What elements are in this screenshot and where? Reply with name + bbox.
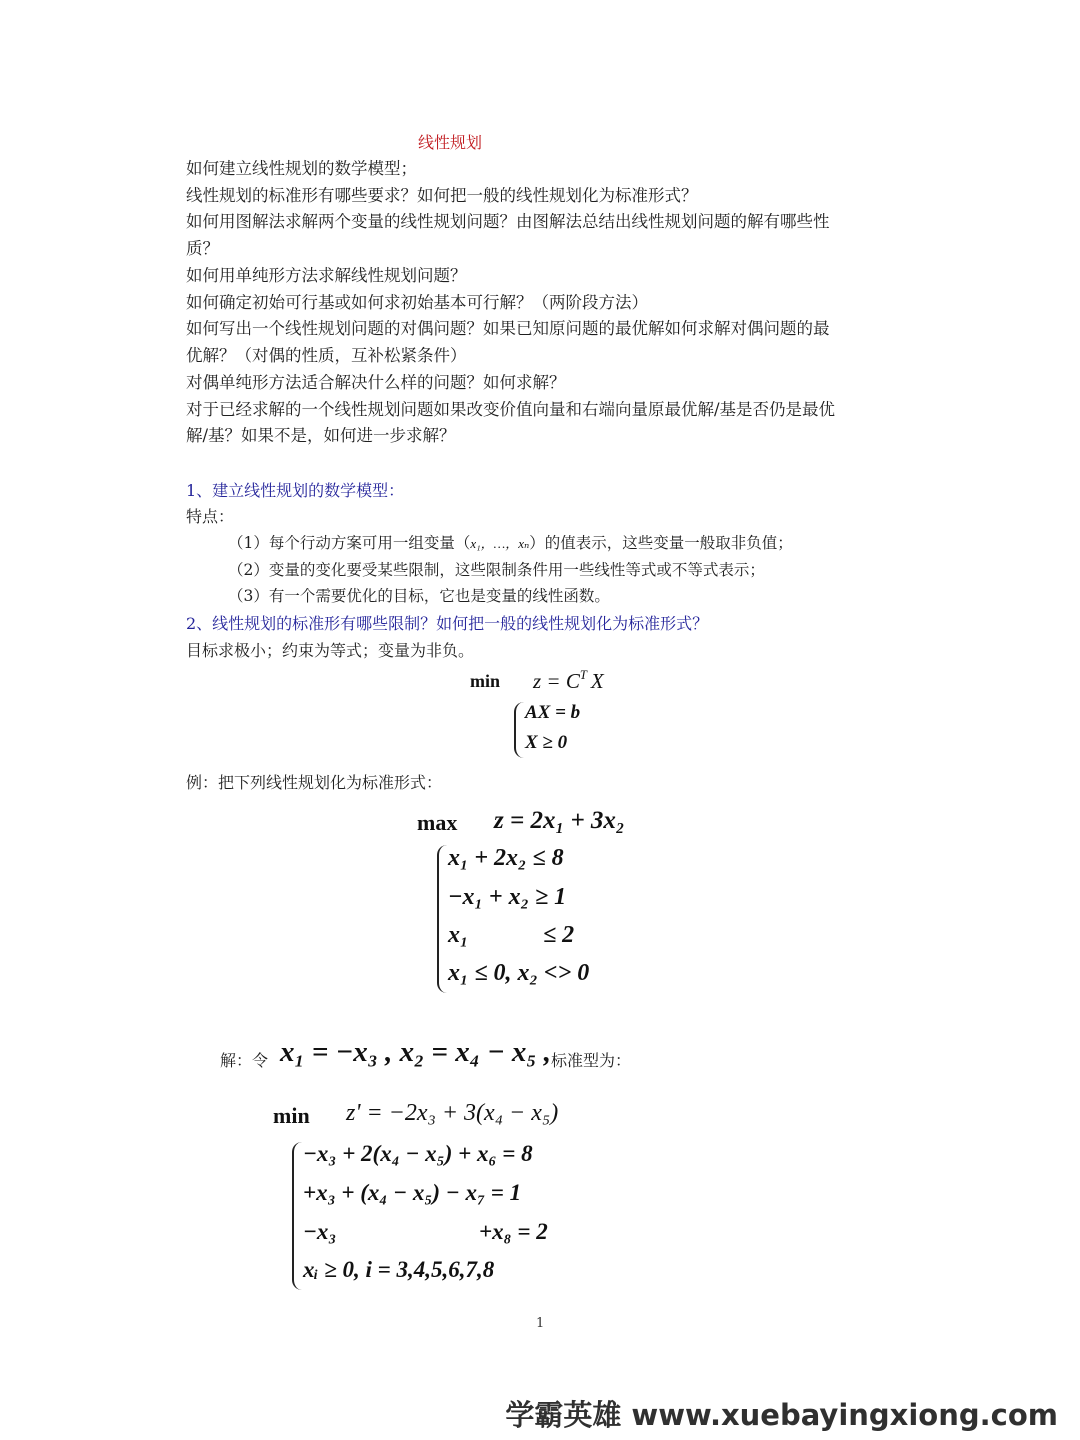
section-heading-2: 2、线性规划的标准形有哪些限制？如何把一般的线性规划化为标准形式？ [186,614,709,633]
example-constraint: x₁ [448,922,469,948]
variable-range: x₁，…，xₙ [470,536,530,551]
example-constraint: −x₁ + x₂ ≥ 1 [448,884,567,910]
standard-constraint: +x₃ + (x₄ − x₅) − x₇ = 1 [303,1180,522,1205]
question-line: 如何用单纯形方法求解线性规划问题？ [186,266,467,285]
std-constraint: X ≥ 0 [525,732,568,753]
section-heading-1: 1、建立线性规划的数学模型： [186,481,405,500]
question-line: 如何写出一个线性规划问题的对偶问题？如果已知原问题的最优解如何求解对偶问题的最 [186,319,830,338]
question-line: 质？ [186,239,219,258]
site-watermark: 学霸英雄 www.xuebayingxiong.com [505,1398,1058,1432]
feature-item-text: （1）每个行动方案可用一组变量（ [228,534,471,552]
question-line: 解/基？如果不是，如何进一步求解？ [186,426,456,445]
feature-item [228,531,793,553]
question-line: 线性规划的标准形有哪些要求？如何把一般的线性规划化为标准形式？ [186,186,698,205]
question-line: 如何用图解法求解两个变量的线性规划问题？由图解法总结出线性规划问题的解有哪些性 [186,212,830,231]
question-line: 优解？（对偶的性质，互补松紧条件） [186,346,467,365]
solution-prefix: 解：令 [220,1051,269,1070]
question-line: 如何确定初始可行基或如何求初始基本可行解？（两阶段方法） [186,293,648,312]
std-brace [514,702,524,758]
features-label: 特点： [186,507,235,526]
example-constraint: x₁ + 2x₂ ≤ 8 [448,845,564,871]
question-line: 对于已经求解的一个线性规划问题如果改变价值向量和右端向量原最优解/基是否仍是最优 [186,400,836,419]
standard-constraint: −x₃ [303,1219,337,1244]
example-objective: z = 2x₁ + 3x₂ [494,807,625,834]
example-label: 例：把下列线性规划化为标准形式： [186,773,443,792]
substitution-formula: x₁ = −x₃ , x₂ = x₄ − x₅ , [280,1036,551,1068]
standard-constraint: xᵢ ≥ 0, i = 3,4,5,6,7,8 [303,1257,495,1282]
feature-item: （2）变量的变化要受某些限制，这些限制条件用一些线性等式或不等式表示； [228,561,765,579]
example-constraint: ≤ 2 [543,922,575,948]
solution-suffix: 标准型为： [551,1051,632,1070]
std-constraint: AX = b [525,702,581,723]
question-line: 如何建立线性规划的数学模型； [186,159,417,178]
feature-item: （3）有一个需要优化的目标，它也是变量的线性函数。 [228,587,610,605]
standard-form-description: 目标求极小；约束为等式；变量为非负。 [186,641,475,660]
example-constraint: x₁ ≤ 0, x₂ <> 0 [448,960,590,986]
standard-constraint: +x₈ = 2 [479,1219,548,1244]
example-max-label: max [417,810,458,835]
question-line: 对偶单纯形方法适合解决什么样的问题？如何求解？ [186,373,566,392]
feature-item-text: ）的值表示，这些变量一般取非负值； [529,534,793,552]
page-title: 线性规划 [418,133,483,152]
page-number: 1 [536,1316,545,1331]
standard-constraint: −x₃ + 2(x₄ − x₅) + x₆ = 8 [303,1141,533,1166]
std-min-label: min [470,671,501,691]
standard-min-label: min [273,1103,310,1128]
standard-objective: z' = −2x₃ + 3(x₄ − x₅) [346,1100,559,1126]
std-objective: $z = C^T$ X [533,668,604,693]
